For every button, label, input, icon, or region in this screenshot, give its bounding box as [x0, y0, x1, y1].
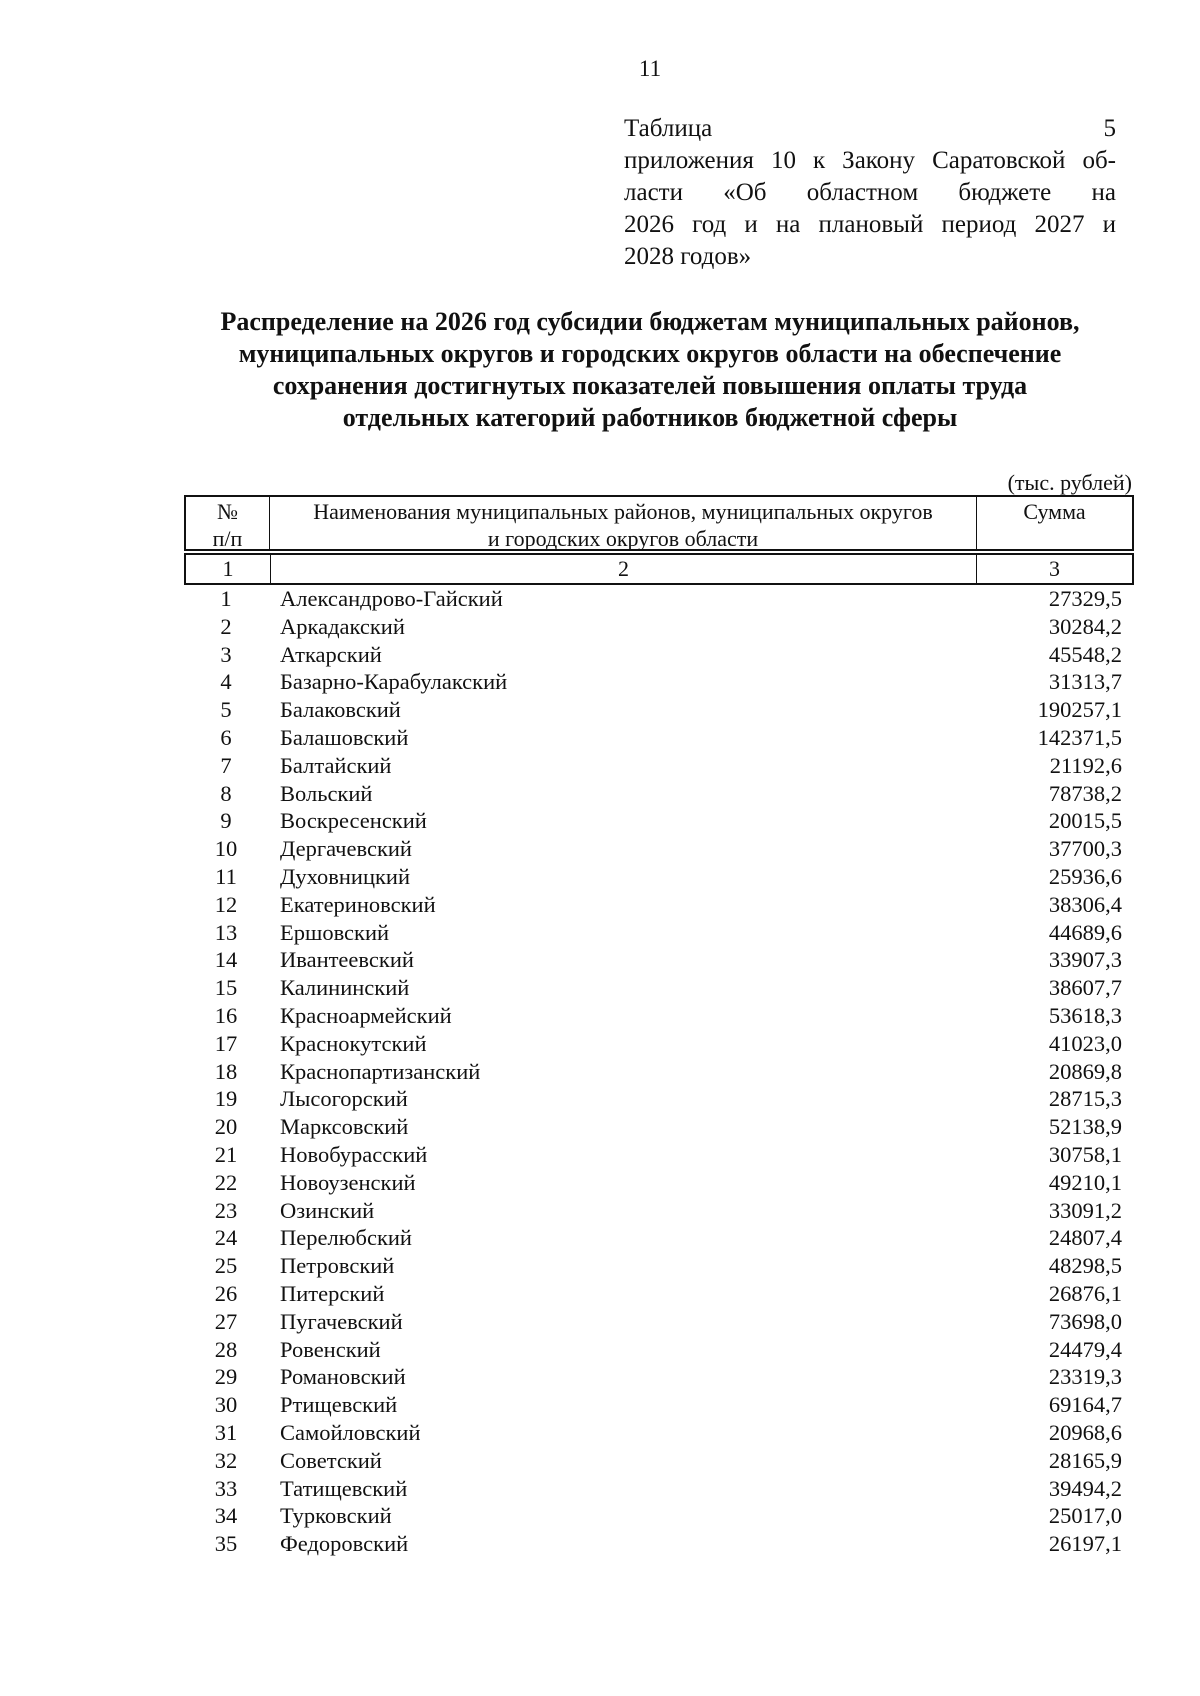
subsidy-amount: 25936,6: [1048, 863, 1122, 889]
table-row: [184, 1085, 1134, 1113]
table-row: [184, 1363, 1134, 1391]
appendix-line: ласти «Об областном бюджете на: [624, 179, 1116, 206]
row-number: 34: [214, 1503, 238, 1529]
subsidy-amount: 23319,3: [1048, 1364, 1122, 1390]
subsidy-amount: 26876,1: [1048, 1280, 1122, 1306]
row-number: 4: [220, 669, 232, 695]
table-row: [184, 891, 1134, 919]
subsidy-amount: 142371,5: [1037, 724, 1122, 750]
row-number: 27: [214, 1308, 238, 1334]
subsidy-amount: 20015,5: [1048, 808, 1122, 834]
subsidy-amount: 24807,4: [1048, 1225, 1122, 1251]
table-row: [184, 724, 1134, 752]
subsidy-amount: 28165,9: [1048, 1447, 1122, 1473]
district-name: Татищевский: [280, 1475, 408, 1501]
district-name: Воскресенский: [280, 808, 427, 834]
header-name-line: Наименования муниципальных районов, муниципальных округов: [313, 499, 933, 524]
district-name: Марксовский: [280, 1114, 409, 1140]
table-row: [184, 1224, 1134, 1252]
subsidy-amount: 39494,2: [1048, 1475, 1122, 1501]
table-row: [184, 1280, 1134, 1308]
header-number-abbr: п/п: [212, 526, 243, 551]
district-name: Балаковский: [280, 697, 401, 723]
table-row: [184, 974, 1134, 1002]
row-number: 21: [214, 1141, 238, 1167]
district-name: Турковский: [280, 1503, 392, 1529]
table-row: [184, 752, 1134, 780]
row-number: 12: [214, 891, 238, 917]
table-row: [184, 835, 1134, 863]
row-number: 14: [214, 947, 238, 973]
district-name: Ровенский: [280, 1336, 381, 1362]
district-name: Дергачевский: [280, 836, 412, 862]
district-name: Базарно-Карабулакский: [280, 669, 508, 695]
appendix-line: 2028 годов»: [624, 243, 752, 270]
table-row: [184, 641, 1134, 669]
row-number: 13: [214, 919, 238, 945]
title-line: сохранения достигнутых показателей повышения оплаты труда: [272, 371, 1028, 400]
subsidy-amount: 21192,6: [1049, 752, 1122, 778]
district-name: Петровский: [280, 1253, 395, 1279]
district-name: Пугачевский: [280, 1308, 403, 1334]
subsidy-amount: 30758,1: [1048, 1141, 1122, 1167]
district-name: Самойловский: [280, 1419, 421, 1445]
subsidy-amount: 49210,1: [1048, 1169, 1122, 1195]
table-row: [184, 1475, 1134, 1503]
subsidy-amount: 20869,8: [1048, 1058, 1122, 1084]
header-name-line: и городских округов области: [487, 526, 759, 551]
table-row: [184, 919, 1134, 947]
table-row: [184, 1308, 1134, 1336]
subsidy-amount: 48298,5: [1048, 1253, 1122, 1279]
table-row: [184, 807, 1134, 835]
subsidy-amount: 53618,3: [1048, 1002, 1122, 1028]
table-row: [184, 1419, 1134, 1447]
table-header: [184, 495, 1134, 551]
district-name: Питерский: [280, 1280, 385, 1306]
table-row: [184, 1002, 1134, 1030]
subsidy-amount: 41023,0: [1048, 1030, 1122, 1056]
table-row: [184, 1391, 1134, 1419]
row-number: 24: [214, 1225, 238, 1251]
column-number: 2: [271, 555, 977, 583]
row-number: 6: [220, 724, 232, 750]
district-name: Аркадакский: [280, 613, 405, 639]
row-number: 31: [214, 1419, 238, 1445]
table-row: [184, 696, 1134, 724]
subsidy-amount: 37700,3: [1048, 836, 1122, 862]
table-row: [184, 1447, 1134, 1475]
subsidy-amount: 20968,6: [1048, 1419, 1122, 1445]
table-row: [184, 863, 1134, 891]
subsidy-amount: 33091,2: [1048, 1197, 1122, 1223]
district-name: Духовницкий: [280, 863, 411, 889]
district-name: Лысогорский: [280, 1086, 408, 1112]
row-number: 11: [215, 863, 237, 889]
title-line: муниципальных округов и городских округов области на обеспечение: [238, 339, 1062, 368]
subsidy-amount: 26197,1: [1048, 1531, 1122, 1557]
district-name: Советский: [280, 1447, 382, 1473]
table-row: [184, 1058, 1134, 1086]
subsidy-amount: 78738,2: [1048, 780, 1122, 806]
subsidy-amount: 28715,3: [1048, 1086, 1122, 1112]
table-row: [184, 780, 1134, 808]
appendix-reference: [624, 113, 1116, 273]
header-number-cell: [186, 497, 270, 549]
appendix-line: Таблица 5: [624, 115, 1116, 142]
district-name: Федоровский: [280, 1531, 409, 1557]
district-name: Перелюбский: [280, 1225, 412, 1251]
row-number: 23: [214, 1197, 238, 1223]
row-number: 19: [214, 1086, 238, 1112]
row-number: 17: [214, 1030, 238, 1056]
row-number: 18: [214, 1058, 238, 1084]
district-name: Балтайский: [280, 752, 392, 778]
subsidy-amount: 38607,7: [1048, 975, 1122, 1001]
row-number: 20: [214, 1114, 238, 1140]
subsidy-amount: 30284,2: [1048, 613, 1122, 639]
header-number-sign: №: [217, 499, 238, 524]
subsidy-table: [184, 495, 1134, 1558]
row-number: 32: [214, 1447, 238, 1473]
district-name: Краснопартизанский: [280, 1058, 481, 1084]
table-row: [184, 1252, 1134, 1280]
table-row: [184, 1336, 1134, 1364]
appendix-line: приложения 10 к Закону Саратовской об-: [624, 147, 1116, 174]
table-row: [184, 946, 1134, 974]
row-number: 16: [214, 1002, 238, 1028]
row-number: 30: [214, 1392, 238, 1418]
district-name: Ртищевский: [280, 1392, 398, 1418]
appendix-line: 2026 год и на плановый период 2027 и: [624, 211, 1116, 238]
row-number: 33: [214, 1475, 238, 1501]
table-row: [184, 1530, 1134, 1558]
table-row: [184, 1030, 1134, 1058]
column-number-row: [184, 553, 1134, 585]
row-number: 5: [220, 697, 232, 723]
subsidy-amount: 73698,0: [1048, 1308, 1122, 1334]
units-label: (тыс. рублей): [1007, 470, 1132, 495]
row-number: 22: [214, 1169, 238, 1195]
district-name: Озинский: [280, 1197, 375, 1223]
table-row: [184, 1197, 1134, 1225]
row-number: 1: [220, 586, 232, 611]
header-name-cell: [270, 497, 977, 549]
subsidy-amount: 27329,5: [1048, 586, 1122, 611]
row-number: 2: [220, 613, 232, 639]
row-number: 9: [220, 808, 232, 834]
district-name: Александрово-Гайский: [280, 586, 503, 611]
district-name: Краснокутский: [280, 1030, 427, 1056]
district-name: Аткарский: [280, 641, 382, 667]
subsidy-amount: 45548,2: [1048, 641, 1122, 667]
subsidy-amount: 38306,4: [1048, 891, 1122, 917]
subsidy-amount: 44689,6: [1048, 919, 1122, 945]
row-number: 35: [214, 1531, 238, 1557]
district-name: Балашовский: [280, 724, 409, 750]
district-name: Новобурасский: [280, 1141, 428, 1167]
table-row: [184, 1502, 1134, 1530]
header-sum-cell: Сумма: [1023, 499, 1086, 524]
subsidy-amount: 31313,7: [1048, 669, 1122, 695]
subsidy-amount: 190257,1: [1037, 697, 1122, 723]
subsidy-amount: 25017,0: [1048, 1503, 1122, 1529]
table-body: [184, 585, 1134, 1558]
table-row: [184, 1113, 1134, 1141]
column-number: 3: [1049, 556, 1060, 581]
district-name: Вольский: [280, 780, 373, 806]
table-row: [184, 1141, 1134, 1169]
district-name: Красноармейский: [280, 1002, 452, 1028]
row-number: 8: [220, 780, 232, 806]
title-line: отдельных категорий работников бюджетной сферы: [342, 403, 958, 432]
row-number: 28: [214, 1336, 238, 1362]
subsidy-amount: 69164,7: [1048, 1392, 1122, 1418]
table-row: [184, 613, 1134, 641]
district-name: Ершовский: [280, 919, 390, 945]
district-name: Калининский: [280, 975, 410, 1001]
row-number: 10: [214, 836, 238, 862]
row-number: 29: [214, 1364, 238, 1390]
subsidy-amount: 52138,9: [1048, 1114, 1122, 1140]
district-name: Ивантеевский: [280, 947, 414, 973]
row-number: 15: [214, 975, 238, 1001]
document-title: [150, 306, 1150, 434]
row-number: 3: [220, 641, 232, 667]
table-row: [184, 585, 1134, 613]
subsidy-amount: 24479,4: [1048, 1336, 1122, 1362]
title-line: Распределение на 2026 год субсидии бюджетам муниципальных районов,: [220, 307, 1080, 336]
district-name: Екатериновский: [280, 891, 436, 917]
row-number: 26: [214, 1280, 238, 1306]
table-row: [184, 668, 1134, 696]
district-name: Романовский: [280, 1364, 406, 1390]
row-number: 7: [220, 752, 232, 778]
row-number: 25: [214, 1253, 238, 1279]
page-number: 11: [638, 56, 662, 81]
table-row: [184, 1169, 1134, 1197]
district-name: Новоузенский: [280, 1169, 416, 1195]
subsidy-amount: 33907,3: [1048, 947, 1122, 973]
column-number: 1: [186, 555, 271, 583]
